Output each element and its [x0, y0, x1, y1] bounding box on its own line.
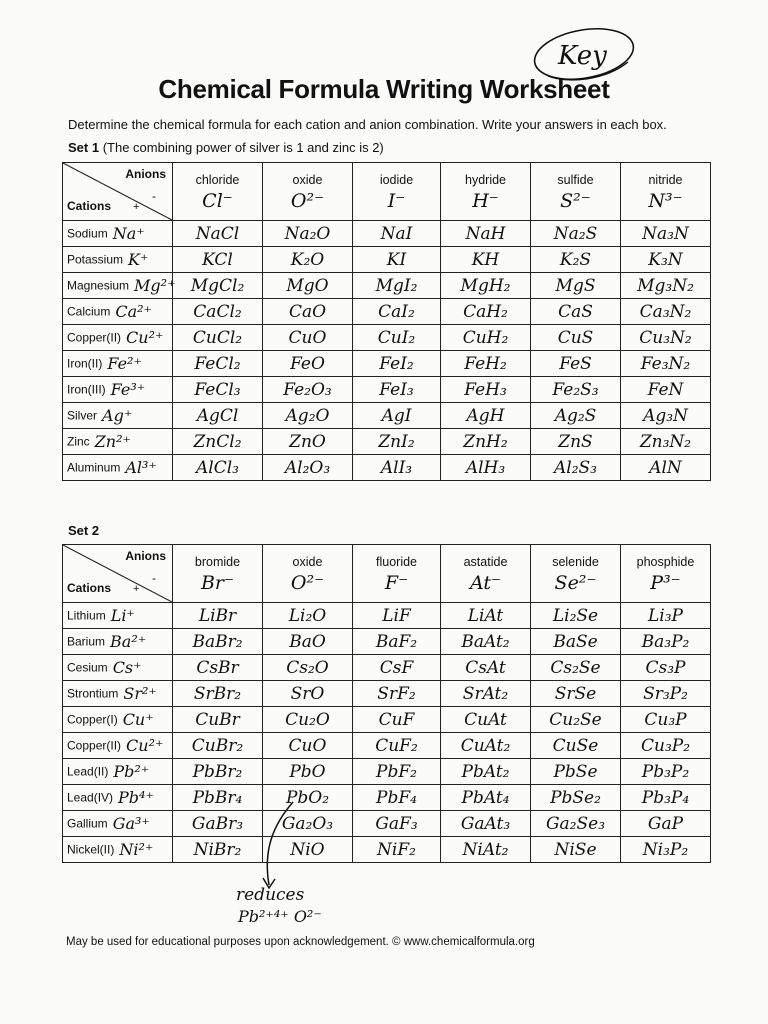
cation-cell: [63, 655, 173, 681]
cation-name: Cesium: [67, 660, 108, 675]
cation-cell: [63, 785, 173, 811]
cation-name: Silver: [67, 408, 98, 423]
cation-name: Aluminum: [67, 460, 121, 475]
answer-cell: BaBr₂: [173, 629, 263, 655]
answer-cell: PbO: [263, 759, 353, 785]
cations-label: Cations: [67, 581, 112, 595]
cation-symbol: Ba²⁺: [110, 632, 147, 651]
answer-cell: PbSe₂: [531, 785, 621, 811]
answer-cell: Cu₃P: [621, 707, 711, 733]
answer-cell: Cs₂O: [263, 655, 353, 681]
answer-cell: SrBr₂: [173, 681, 263, 707]
answer-cell: CuO: [263, 325, 353, 351]
cation-name: Gallium: [67, 816, 108, 831]
answer-cell: CaH₂: [441, 299, 531, 325]
cation-cell: [63, 221, 173, 247]
corner-cell: [63, 163, 173, 221]
answer-cell: SrSe: [531, 681, 621, 707]
answer-cell: CsF: [353, 655, 441, 681]
answer-cell: ZnO: [263, 429, 353, 455]
answer-cell: GaAt₃: [441, 811, 531, 837]
header-row: [63, 545, 711, 603]
answer-cell: NiBr₂: [173, 837, 263, 863]
answer-cell: PbAt₄: [441, 785, 531, 811]
table-row: [63, 733, 711, 759]
anion-header: [531, 545, 621, 603]
answer-cell: GaBr₃: [173, 811, 263, 837]
answer-cell: BaSe: [531, 629, 621, 655]
anion-symbol: I⁻: [387, 189, 406, 212]
anion-name: hydride: [465, 172, 506, 187]
answer-cell: NiO: [263, 837, 353, 863]
page-title: Chemical Formula Writing Worksheet: [158, 74, 610, 104]
answer-cell: LiAt: [441, 603, 531, 629]
answer-cell: BaO: [263, 629, 353, 655]
table-row: [63, 707, 711, 733]
cation-cell: [63, 455, 173, 481]
answer-cell: AgI: [353, 403, 441, 429]
cation-sign: +: [133, 583, 140, 595]
cation-cell: [63, 629, 173, 655]
cation-cell: [63, 325, 173, 351]
cation-symbol: Zn²⁺: [94, 432, 131, 451]
anion-sign: -: [152, 189, 156, 203]
answer-cell: FeI₂: [353, 351, 441, 377]
cation-name: Copper(II): [67, 330, 122, 345]
table-row: [63, 785, 711, 811]
anion-symbol: F⁻: [384, 571, 409, 594]
anion-header: [441, 163, 531, 221]
answer-cell: PbF₄: [353, 785, 441, 811]
cation-symbol: Li⁺: [110, 606, 135, 625]
answer-cell: Cu₂Se: [531, 707, 621, 733]
answer-cell: FeH₂: [441, 351, 531, 377]
answer-cell: Cu₂O: [263, 707, 353, 733]
answer-cell: GaF₃: [353, 811, 441, 837]
answer-cell: AlH₃: [441, 455, 531, 481]
answer-cell: FeCl₃: [173, 377, 263, 403]
answer-cell: CuH₂: [441, 325, 531, 351]
answer-cell: PbBr₄: [173, 785, 263, 811]
cation-cell: [63, 733, 173, 759]
corner-cell: [63, 545, 173, 603]
answer-cell: AgCl: [173, 403, 263, 429]
answer-cell: MgO: [263, 273, 353, 299]
answer-cell: CuCl₂: [173, 325, 263, 351]
anion-header: [531, 163, 621, 221]
anion-name: selenide: [552, 554, 599, 569]
answer-cell: FeI₃: [353, 377, 441, 403]
key-mark: [528, 18, 640, 88]
answer-cell: Ga₂Se₃: [531, 811, 621, 837]
answer-cell: MgCl₂: [173, 273, 263, 299]
table-row: [63, 221, 711, 247]
answer-cell: Fe₂S₃: [531, 377, 621, 403]
answer-cell: Na₂S: [531, 221, 621, 247]
answer-cell: FeO: [263, 351, 353, 377]
anion-name: fluoride: [376, 554, 417, 569]
table-row: [63, 247, 711, 273]
answer-cell: SrF₂: [353, 681, 441, 707]
cation-cell: [63, 429, 173, 455]
answer-cell: CuBr₂: [173, 733, 263, 759]
anion-symbol: O²⁻: [290, 189, 325, 212]
cation-name: Barium: [67, 634, 106, 649]
cation-cell: [63, 603, 173, 629]
annotation-reduces: reduces: [236, 885, 305, 905]
table-row: [63, 403, 711, 429]
answer-cell: Ag₂O: [263, 403, 353, 429]
anion-header: [263, 545, 353, 603]
cation-cell: [63, 351, 173, 377]
answer-cell: AlCl₃: [173, 455, 263, 481]
cation-cell: [63, 273, 176, 299]
answer-cell: Cu₃P₂: [621, 733, 711, 759]
anion-name: nitride: [648, 172, 683, 187]
anion-sign: -: [152, 571, 156, 585]
answer-cell: CuBr: [173, 707, 263, 733]
answer-cell: Cu₃N₂: [621, 325, 711, 351]
answer-cell: CuAt: [441, 707, 531, 733]
answer-cell: PbAt₂: [441, 759, 531, 785]
answer-cell: CuO: [263, 733, 353, 759]
answer-cell: Ca₃N₂: [621, 299, 711, 325]
answer-cell: Fe₃N₂: [621, 351, 711, 377]
anion-header: [441, 545, 531, 603]
answer-cell: CuI₂: [353, 325, 441, 351]
anion-name: bromide: [194, 554, 241, 569]
answer-cell: Na₃N: [621, 221, 711, 247]
answer-cell: PbBr₂: [173, 759, 263, 785]
cation-symbol: Cu²⁺: [126, 736, 164, 755]
answer-cell: NiAt₂: [441, 837, 531, 863]
anion-name: astatide: [463, 554, 508, 569]
anion-symbol: S²⁻: [560, 189, 591, 212]
table-row: [63, 377, 711, 403]
table-row: [63, 429, 711, 455]
answer-cell: FeH₃: [441, 377, 531, 403]
answer-cell: CaI₂: [353, 299, 441, 325]
answer-cell: Cs₂Se: [531, 655, 621, 681]
answer-cell: PbSe: [531, 759, 621, 785]
set2-label-bold: Set 2: [68, 523, 100, 538]
cation-name: Lead(IV): [67, 790, 114, 805]
cation-symbol: Mg²⁺: [134, 276, 176, 295]
answer-cell: Ba₃P₂: [621, 629, 711, 655]
answer-cell: CaCl₂: [173, 299, 263, 325]
table-row: [63, 455, 711, 481]
answer-cell: CaS: [531, 299, 621, 325]
cation-name: Calcium: [67, 304, 111, 319]
anion-header: [173, 163, 263, 221]
answer-cell: CsBr: [173, 655, 263, 681]
anion-symbol: H⁻: [472, 189, 499, 212]
cation-symbol: Ag⁺: [102, 406, 133, 425]
answer-cell: CuAt₂: [441, 733, 531, 759]
answer-cell: ZnH₂: [441, 429, 531, 455]
answer-cell: AgH: [441, 403, 531, 429]
answer-cell: CuSe: [531, 733, 621, 759]
set1-table: [62, 162, 711, 481]
anions-label: Anions: [125, 167, 166, 181]
answer-cell: SrO: [263, 681, 353, 707]
cation-cell: [63, 299, 173, 325]
table-row: [63, 325, 711, 351]
cation-symbol: Pb⁴⁺: [118, 788, 154, 807]
answer-cell: NaH: [441, 221, 531, 247]
answer-cell: FeN: [621, 377, 711, 403]
table-row: [63, 759, 711, 785]
anion-name: iodide: [379, 172, 414, 187]
cation-name: Lead(II): [67, 764, 109, 779]
annotation-arrow: [255, 800, 305, 895]
cation-symbol: Ni²⁺: [119, 840, 154, 859]
cation-cell: [63, 707, 173, 733]
answer-cell: LiF: [353, 603, 441, 629]
answer-cell: CuS: [531, 325, 621, 351]
answer-cell: Li₂Se: [531, 603, 621, 629]
anion-header: [353, 545, 441, 603]
answer-cell: FeS: [531, 351, 621, 377]
cation-name: Zinc: [67, 434, 90, 449]
annotation-ions: Pb²⁺⁴⁺ O²⁻: [238, 907, 322, 926]
anion-header: [621, 545, 711, 603]
answer-cell: GaP: [621, 811, 711, 837]
instructions: Determine the chemical formula for each cation and anion combination. Write your answers in each box.: [68, 117, 667, 132]
set1-label-note: (The combining power of silver is 1 and zinc is 2): [99, 140, 384, 155]
answer-cell: PbF₂: [353, 759, 441, 785]
table-row: [63, 655, 711, 681]
anion-symbol: N³⁻: [648, 189, 683, 212]
table-row: [63, 351, 711, 377]
cation-sign: +: [133, 201, 140, 213]
answer-cell: CuF₂: [353, 733, 441, 759]
table-row: [63, 603, 711, 629]
cation-cell: [63, 759, 173, 785]
cation-name: Nickel(II): [67, 842, 115, 857]
anion-symbol: Se²⁻: [554, 571, 597, 594]
key-mark-text: Key: [558, 41, 607, 71]
footer-note: May be used for educational purposes upon acknowledgement. © www.chemicalformula.org: [66, 936, 535, 948]
anion-symbol: Cl⁻: [202, 189, 233, 212]
cation-symbol: Ca²⁺: [115, 302, 152, 321]
anion-name: oxide: [292, 554, 323, 569]
answer-cell: Li₃P: [621, 603, 711, 629]
answer-cell: Ga₂O₃: [263, 811, 353, 837]
answer-cell: SrAt₂: [441, 681, 531, 707]
cation-symbol: Al³⁺: [125, 458, 157, 477]
anion-name: oxide: [292, 172, 323, 187]
table-row: [63, 837, 711, 863]
answer-cell: ZnCl₂: [173, 429, 263, 455]
table-row: [63, 811, 711, 837]
answer-cell: BaAt₂: [441, 629, 531, 655]
answer-cell: Al₂S₃: [531, 455, 621, 481]
answer-cell: Fe₂O₃: [263, 377, 353, 403]
answer-cell: Mg₃N₂: [621, 273, 711, 299]
answer-cell: K₃N: [621, 247, 711, 273]
anion-name: chloride: [195, 172, 240, 187]
answer-cell: Sr₃P₂: [621, 681, 711, 707]
anion-header: [173, 545, 263, 603]
cation-symbol: Pb²⁺: [113, 762, 150, 781]
cation-symbol: Fe³⁺: [110, 380, 146, 399]
anion-symbol: At⁻: [469, 571, 502, 594]
cation-cell: [63, 377, 173, 403]
answer-cell: K₂O: [263, 247, 353, 273]
cation-symbol: K⁺: [128, 250, 149, 269]
answer-cell: Zn₃N₂: [621, 429, 711, 455]
answer-cell: ZnS: [531, 429, 621, 455]
answer-cell: CsAt: [441, 655, 531, 681]
set1-label: [68, 140, 384, 155]
table-row: [63, 273, 711, 299]
cation-name: Magnesium: [67, 278, 130, 293]
table-row: [63, 681, 711, 707]
answer-cell: K₂S: [531, 247, 621, 273]
answer-cell: AlI₃: [353, 455, 441, 481]
answer-cell: FeCl₂: [173, 351, 263, 377]
anion-header: [621, 163, 711, 221]
cation-name: Lithium: [67, 608, 106, 623]
anion-name: phosphide: [636, 554, 695, 569]
answer-cell: KI: [353, 247, 441, 273]
cation-symbol: Cs⁺: [112, 658, 142, 677]
answer-cell: ZnI₂: [353, 429, 441, 455]
answer-cell: PbO₂: [263, 785, 353, 811]
anion-symbol: O²⁻: [290, 571, 325, 594]
table-row: [63, 299, 711, 325]
cation-name: Copper(I): [67, 712, 118, 727]
answer-cell: Ag₃N: [621, 403, 711, 429]
answer-cell: MgH₂: [441, 273, 531, 299]
cation-name: Sodium: [67, 226, 108, 241]
cation-symbol: Ga³⁺: [112, 814, 150, 833]
answer-cell: MgI₂: [353, 273, 441, 299]
header-row: [63, 163, 711, 221]
answer-cell: KH: [441, 247, 531, 273]
answer-cell: Ag₂S: [531, 403, 621, 429]
answer-cell: BaF₂: [353, 629, 441, 655]
anion-header: [353, 163, 441, 221]
cation-cell: [63, 403, 173, 429]
answer-cell: Na₂O: [263, 221, 353, 247]
answer-cell: AlN: [621, 455, 711, 481]
answer-cell: Cs₃P: [621, 655, 711, 681]
cations-label: Cations: [67, 199, 112, 213]
answer-cell: NaI: [353, 221, 441, 247]
anion-name: sulfide: [557, 172, 594, 187]
answer-cell: Pb₃P₂: [621, 759, 711, 785]
answer-cell: Li₂O: [263, 603, 353, 629]
answer-cell: Al₂O₃: [263, 455, 353, 481]
cation-name: Potassium: [67, 252, 124, 267]
cation-cell: [63, 681, 173, 707]
cation-symbol: Cu⁺: [122, 710, 154, 729]
answer-cell: MgS: [531, 273, 621, 299]
answer-cell: NiF₂: [353, 837, 441, 863]
anions-label: Anions: [125, 549, 166, 563]
cation-name: Iron(II): [67, 356, 103, 371]
answer-cell: Pb₃P₄: [621, 785, 711, 811]
cation-name: Strontium: [67, 686, 119, 701]
answer-cell: KCl: [173, 247, 263, 273]
anion-header: [263, 163, 353, 221]
set2-table: [62, 544, 711, 863]
cation-symbol: Sr²⁺: [123, 684, 157, 703]
answer-cell: NaCl: [173, 221, 263, 247]
anion-symbol: P³⁻: [650, 571, 681, 594]
set1-label-bold: Set 1: [68, 140, 100, 155]
cation-name: Iron(III): [67, 382, 106, 397]
set2-label: [68, 523, 99, 538]
cation-cell: [63, 811, 173, 837]
cation-symbol: Cu²⁺: [126, 328, 164, 347]
anion-symbol: Br⁻: [200, 571, 235, 594]
cation-symbol: Na⁺: [112, 224, 145, 243]
cation-name: Copper(II): [67, 738, 122, 753]
cation-cell: [63, 837, 173, 863]
answer-cell: LiBr: [173, 603, 263, 629]
cation-cell: [63, 247, 173, 273]
table-row: [63, 629, 711, 655]
answer-cell: CaO: [263, 299, 353, 325]
cation-symbol: Fe²⁺: [107, 354, 142, 373]
answer-cell: CuF: [353, 707, 441, 733]
answer-cell: NiSe: [531, 837, 621, 863]
answer-cell: Ni₃P₂: [621, 837, 711, 863]
